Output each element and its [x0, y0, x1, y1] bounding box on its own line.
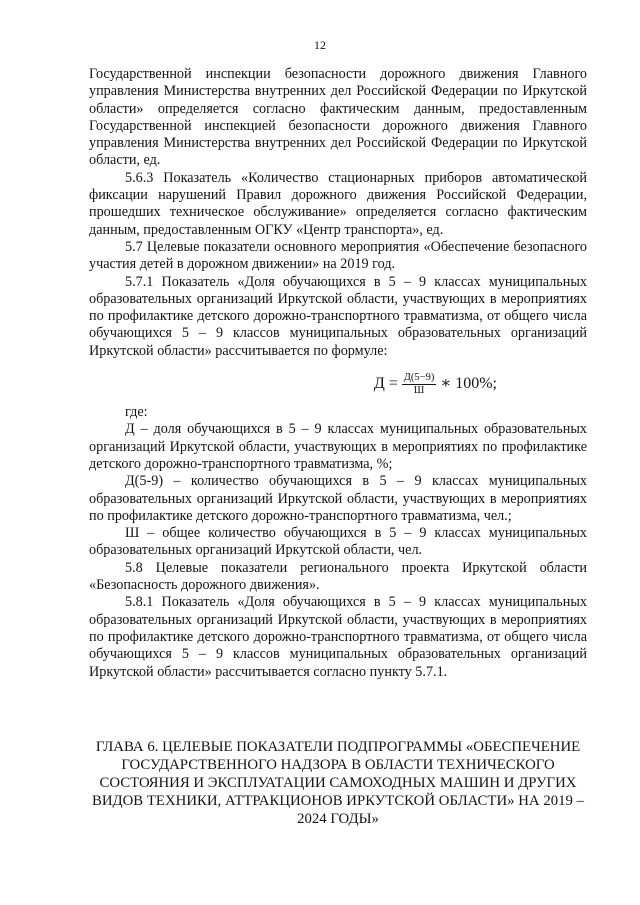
paragraph-5-8-1: 5.8.1 Показатель «Доля обучающихся в 5 – 9 классах муниципальных образовательных организаций Иркутской области, участвующих в мероприятиях по профилактике детского дорожно-транспортного травматизма, от общего числа обучающихся 5 – 9 классов муниципальных образовательных организаций Иркутской области» рассчитывается согласно пункту 5.7.1. [89, 594, 587, 680]
chapter-heading: ГЛАВА 6. ЦЕЛЕВЫЕ ПОКАЗАТЕЛИ ПОДПРОГРАММЫ «ОБЕСПЕЧЕНИЕ ГОСУДАРСТВЕННОГО НАДЗОРА В ОБЛАСТИ ТЕХНИЧЕСКОГО СОСТОЯНИЯ И ЭКСПЛУАТАЦИИ САМОХОДНЫХ МАШИН И ДРУГИХ ВИДОВ ТЕХНИКИ, АТТРАКЦИОНОВ ИРКУТСКОЙ ОБЛАСТИ» НА 2019 – 2024 ГОДЫ» [91, 739, 585, 827]
document-body [89, 66, 587, 681]
formula-numerator: Д(5−9) [403, 371, 435, 383]
paragraph-5-6-3: 5.6.3 Показатель «Количество стационарных приборов автоматической фиксации нарушений Правил дорожного движения Российской Федерации, прошедших техническое обслуживание» определяется согласно фактическим данным, предоставленным ОГКУ «Центр транспорта», ед. [89, 169, 587, 238]
paragraph-def-sh: Ш – общее количество обучающихся в 5 – 9 классах муниципальных образовательных организаций Иркутской области, чел. [89, 525, 587, 559]
page-number: 12 [314, 38, 326, 52]
paragraph-gibdd-continuation: Государственной инспекции безопасности дорожного движения Главного управления Министерства внутренних дел Российской Федерации по Иркутской области» определяется согласно фактическим данным, предоставленным Государственной инспекцией безопасности дорожного движения Главного управления Министерства внутренних дел Российской Федерации по Иркутской области, ед. [89, 66, 587, 169]
formula [89, 364, 587, 404]
formula-rhs: ∗ 100%; [440, 375, 497, 393]
paragraph-5-7-1: 5.7.1 Показатель «Доля обучающихся в 5 – 9 классах муниципальных образовательных организаций Иркутской области, участвующих в мероприятиях по профилактике детского дорожно-транспортного травматизма, от общего числа обучающихся 5 – 9 классов муниципальных образовательных организаций Иркутской области» рассчитывается по формуле: [89, 273, 587, 359]
formula-fraction [402, 372, 437, 397]
paragraph-where: где: [125, 404, 148, 421]
formula-denominator: Ш [413, 384, 425, 396]
paragraph-def-d59: Д(5-9) – количество обучающихся в 5 – 9 классах муниципальных образовательных организаций Иркутской области, участвующих в мероприятиях по профилактике детского дорожно-транспортного травматизма, чел.; [89, 473, 587, 524]
paragraph-5-8: 5.8 Целевые показатели регионального проекта Иркутской области «Безопасность дорожного движения». [89, 559, 587, 594]
paragraph-def-d: Д – доля обучающихся в 5 – 9 классах муниципальных образовательных организаций Иркутской области, участвующих в мероприятиях по профилактике детского дорожно-транспортного травматизма, %; [89, 421, 587, 472]
paragraph-5-7: 5.7 Целевые показатели основного мероприятия «Обеспечение безопасного участия детей в дорожном движении» на 2019 год. [89, 238, 587, 273]
formula-lhs: Д = [373, 375, 398, 393]
